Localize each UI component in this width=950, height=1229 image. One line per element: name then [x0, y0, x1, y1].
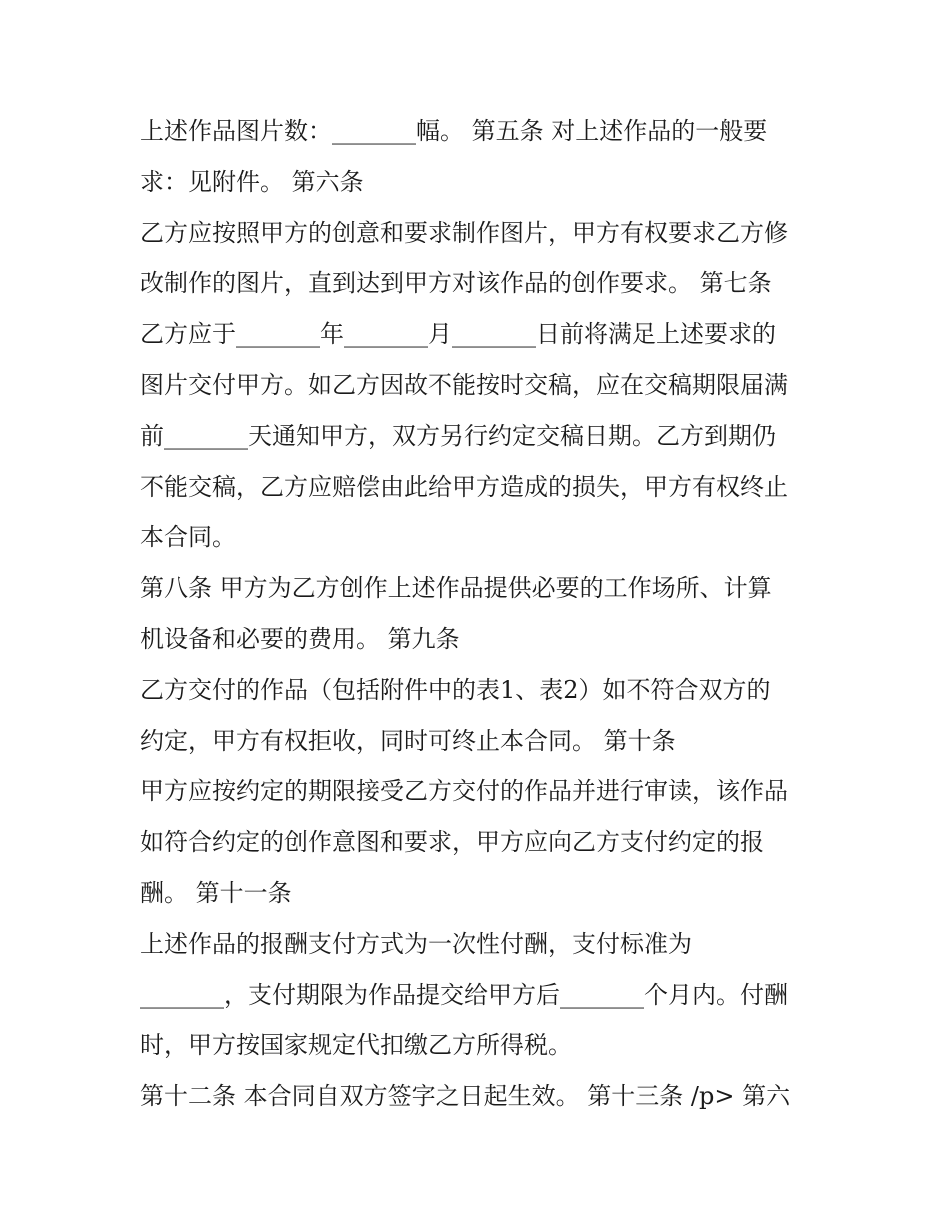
text-line: 机设备和必要的费用。 第九条	[140, 624, 460, 653]
text-line: 不能交稿，乙方应赔偿由此给甲方造成的损失，甲方有权终止	[140, 472, 788, 501]
text-line: 乙方应于_______年_______月_______日前将满足上述要求的	[140, 320, 776, 349]
text-line: 第十二条 本合同自双方签字之日起生效。 第十三条 /p> 第六	[140, 1082, 791, 1111]
text-line: 上述作品图片数：_______幅。 第五条 对上述作品的一般要	[140, 117, 768, 145]
text-line: 甲方应按约定的期限接受乙方交付的作品并进行审读，该作品	[140, 777, 788, 806]
text-line: 求：见附件。 第六条	[140, 167, 364, 196]
text-line: 前_______天通知甲方，双方另行约定交稿日期。乙方到期仍	[140, 421, 776, 450]
text-line: _______，支付期限为作品提交给甲方后_______个月内。付酬	[140, 980, 788, 1009]
text-line: 第八条 甲方为乙方创作上述作品提供必要的工作场所、计算	[140, 574, 772, 603]
text-line: 约定，甲方有权拒收，同时可终止本合同。 第十条	[140, 726, 676, 755]
text-line: 如符合约定的创作意图和要求，甲方应向乙方支付约定的报	[140, 828, 764, 857]
text-line: 上述作品的报酬支付方式为一次性付酬，支付标准为	[140, 929, 692, 958]
text-line: 酬。 第十一条	[140, 878, 292, 907]
text-line: 乙方交付的作品（包括附件中的表1、表2）如不符合双方的	[140, 675, 771, 704]
text-line: 乙方应按照甲方的创意和要求制作图片，甲方有权要求乙方修	[140, 218, 788, 247]
text-line: 时，甲方按国家规定代扣缴乙方所得税。	[140, 1031, 572, 1060]
contract-text	[140, 106, 820, 1122]
text-line: 图片交付甲方。如乙方因故不能按时交稿，应在交稿期限届满	[140, 370, 788, 399]
text-line: 本合同。	[140, 523, 236, 552]
text-line: 改制作的图片，直到达到甲方对该作品的创作要求。 第七条	[140, 269, 772, 298]
